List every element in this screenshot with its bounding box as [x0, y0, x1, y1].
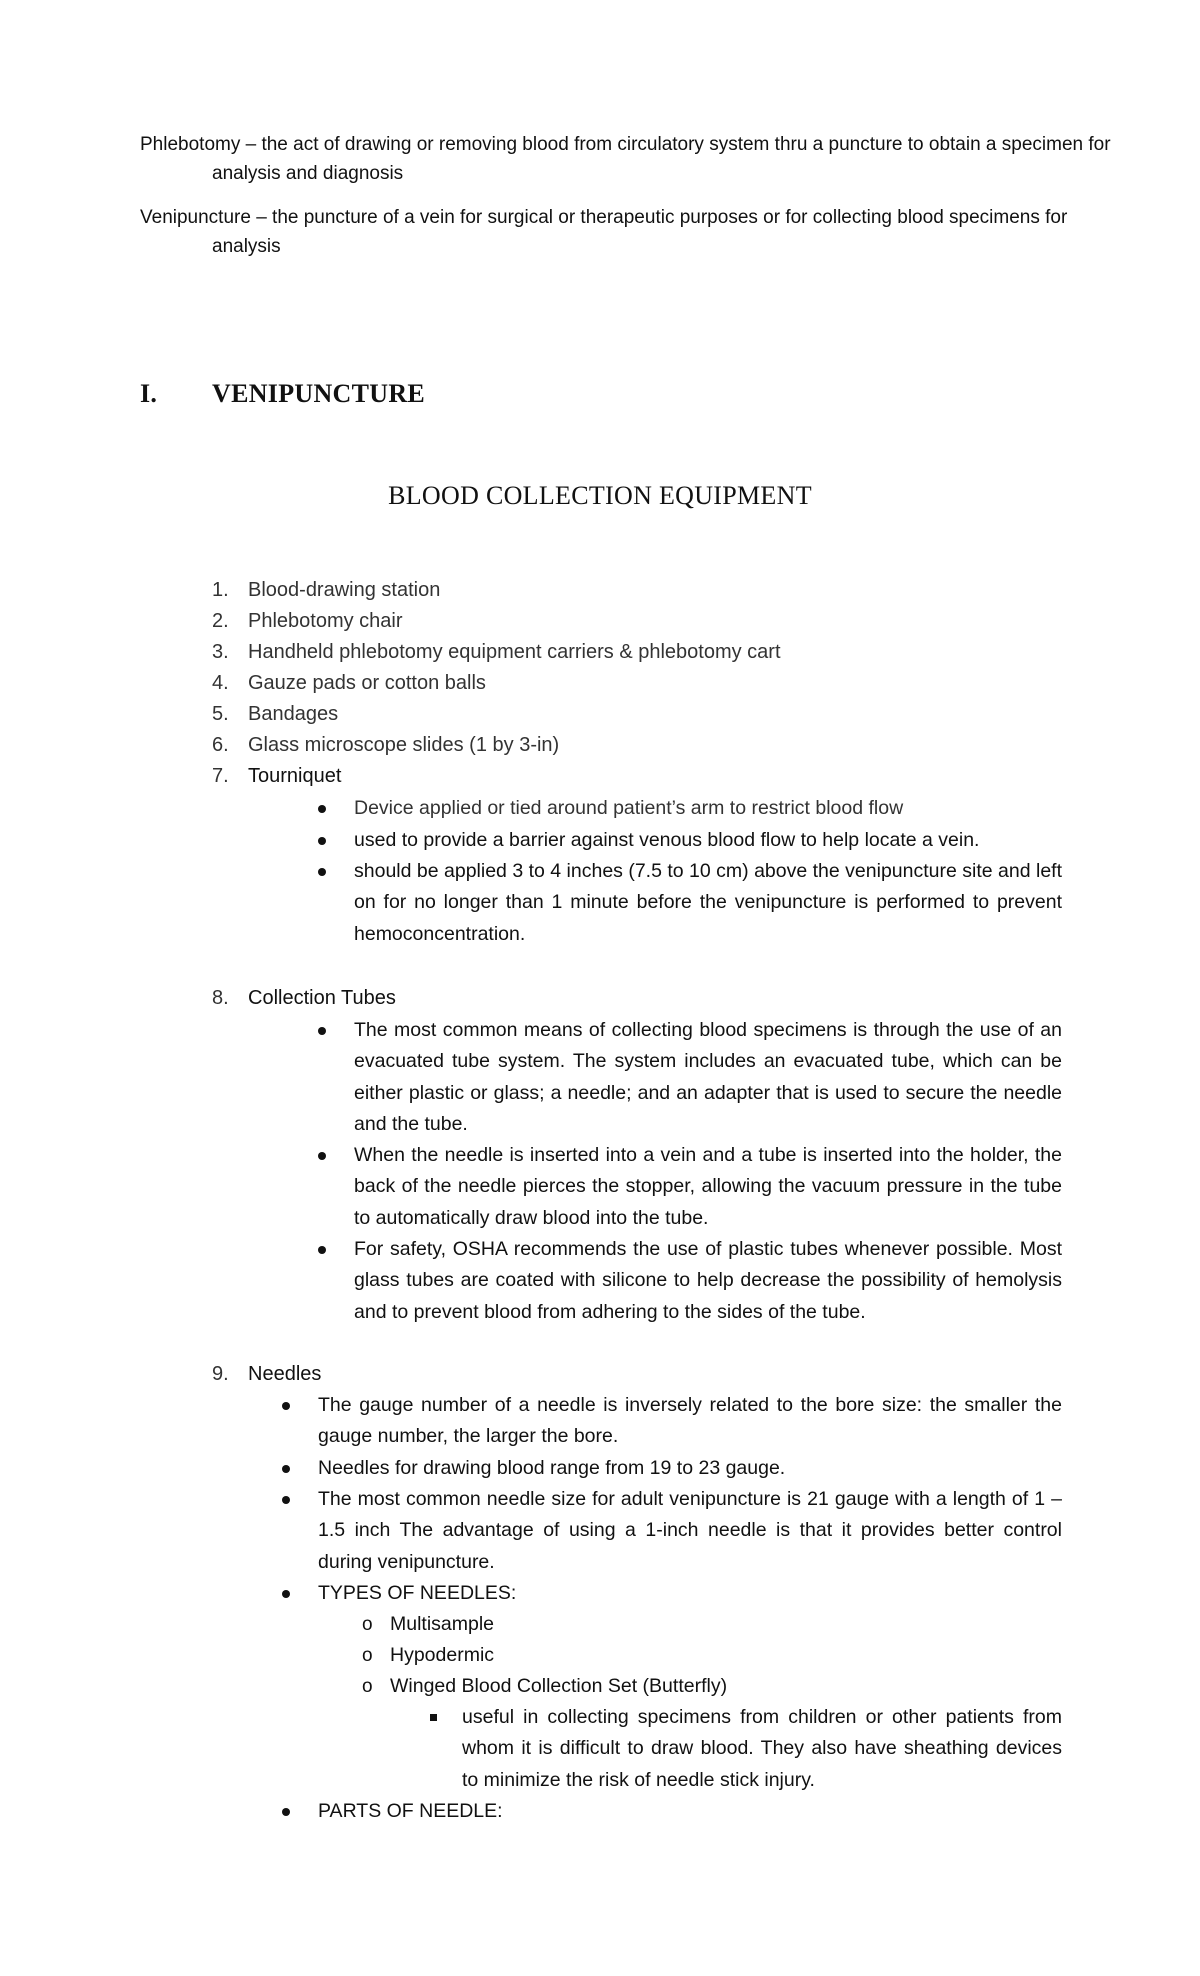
- circle-bullet-icon: o: [362, 1645, 373, 1666]
- list-item: [212, 668, 486, 699]
- item-label: Collection Tubes: [248, 987, 396, 1009]
- bullet-icon: [282, 1453, 294, 1473]
- list-item: [212, 983, 396, 1014]
- bullet-text: The most common needle size for adult venipuncture is 21 gauge with a length of 1 – 1.5 inch The advantage of using a 1-inch needle is that it provides better control during venipuncture.: [318, 1488, 1062, 1573]
- item-label: Phlebotomy chair: [248, 610, 403, 632]
- square-bullet-text: useful in collecting specimens from children or other patients from whom it is difficult to draw blood. They also have sheathing devices to minimize the risk of needle stick injury.: [462, 1706, 1062, 1791]
- list-item: [212, 637, 781, 668]
- item-number: 4.: [212, 672, 229, 694]
- bullet-icon: [318, 825, 330, 845]
- list-item: [212, 730, 559, 761]
- bullet-text: should be applied 3 to 4 inches (7.5 to 10 cm) above the venipuncture site and left on for no longer than 1 minute before the venipuncture is performed to prevent hemoconcentration.: [354, 860, 1062, 945]
- bullet-item: [318, 1390, 1062, 1453]
- bullet-item: [318, 1578, 1062, 1609]
- sub-bullet-text: Multisample: [390, 1613, 495, 1635]
- bullet-text: Needles for drawing blood range from 19 to 23 gauge.: [318, 1457, 786, 1479]
- bullet-icon: [318, 793, 330, 813]
- sub-bullet-item: [362, 1640, 790, 1671]
- bullet-icon: [282, 1390, 294, 1410]
- bullet-text: Device applied or tied around patient’s arm to restrict blood flow: [354, 797, 904, 819]
- list-item: [212, 575, 440, 606]
- bullet-item: [354, 793, 1062, 824]
- bullet-text: The gauge number of a needle is inversely related to the bore size: the smaller the gauge number, the larger the bore.: [318, 1394, 1062, 1448]
- bullet-item: [354, 856, 1062, 950]
- circle-bullet-icon: o: [362, 1614, 373, 1635]
- list-item: [212, 1359, 321, 1390]
- subheading: BLOOD COLLECTION EQUIPMENT: [388, 481, 812, 510]
- definition-phlebotomy: Phlebotomy – the act of drawing or removing blood from circulatory system thru a puncture to obtain a specimen for analysis and diagnosis: [140, 134, 1111, 184]
- bullet-icon: [282, 1796, 294, 1816]
- bullet-item: [318, 1453, 1062, 1484]
- square-bullet-icon: [430, 1714, 437, 1721]
- bullet-icon: [318, 856, 330, 876]
- item-label: Handheld phlebotomy equipment carriers & phlebotomy cart: [248, 641, 781, 663]
- item-label: Gauze pads or cotton balls: [248, 672, 486, 694]
- bullet-text: PARTS OF NEEDLE:: [318, 1800, 503, 1822]
- bullet-icon: [318, 1015, 330, 1035]
- item-number: 7.: [212, 765, 229, 787]
- section-heading: [140, 379, 425, 409]
- bullet-item: [354, 1015, 1062, 1140]
- item-label: Bandages: [248, 703, 339, 725]
- item-label: Glass microscope slides (1 by 3-in): [248, 734, 560, 756]
- sub-bullet-text: Winged Blood Collection Set (Butterfly): [390, 1675, 728, 1697]
- bullet-text: For safety, OSHA recommends the use of plastic tubes whenever possible. Most glass tubes are coated with silicone to help decrease the possibility of hemolysis and to prevent blood from adhering to the sides of the tube.: [354, 1238, 1062, 1323]
- bullet-icon: [318, 1140, 330, 1160]
- item-label: Blood-drawing station: [248, 579, 441, 601]
- bullet-icon: [318, 1234, 330, 1254]
- bullet-text: TYPES OF NEEDLES:: [318, 1582, 517, 1604]
- bullet-item: [354, 825, 1062, 856]
- bullet-text: used to provide a barrier against venous blood flow to help locate a vein.: [354, 829, 980, 851]
- item-label: Needles: [248, 1363, 322, 1385]
- item-number: 1.: [212, 579, 229, 601]
- item-label: Tourniquet: [248, 765, 342, 787]
- bullet-icon: [282, 1578, 294, 1598]
- item-number: 3.: [212, 641, 229, 663]
- item-number: 5.: [212, 703, 229, 725]
- list-item: [212, 606, 403, 637]
- sub-bullet-item: [362, 1609, 790, 1640]
- bullet-text: The most common means of collecting blood specimens is through the use of an evacuated tube system. The system includes an evacuated tube, which can be either plastic or glass; a needle; and an adapter that is used to secure the needle and the tube.: [354, 1019, 1062, 1135]
- circle-bullet-icon: o: [362, 1676, 373, 1697]
- sub-bullet-item: [362, 1671, 890, 1702]
- bullet-item: [318, 1796, 1062, 1827]
- section-title: VENIPUNCTURE: [212, 379, 426, 408]
- item-number: 9.: [212, 1363, 229, 1385]
- bullet-item: [354, 1140, 1062, 1234]
- bullet-text: When the needle is inserted into a vein and a tube is inserted into the holder, the back of the needle pierces the stopper, allowing the vacuum pressure in the tube to automatically draw blood into the tube.: [354, 1144, 1062, 1229]
- list-item: [212, 761, 341, 792]
- definition-venipuncture: Venipuncture – the puncture of a vein for surgical or therapeutic purposes or for collecting blood specimens for analysis: [140, 207, 1068, 257]
- sub-bullet-text: Hypodermic: [390, 1644, 495, 1666]
- item-number: 2.: [212, 610, 229, 632]
- list-item: [212, 699, 338, 730]
- item-number: 8.: [212, 987, 229, 1009]
- bullet-icon: [282, 1484, 294, 1504]
- square-bullet-item: [462, 1702, 1062, 1796]
- bullet-item: [354, 1234, 1062, 1328]
- item-number: 6.: [212, 734, 229, 756]
- section-number: I.: [140, 379, 158, 408]
- bullet-item: [318, 1484, 1062, 1578]
